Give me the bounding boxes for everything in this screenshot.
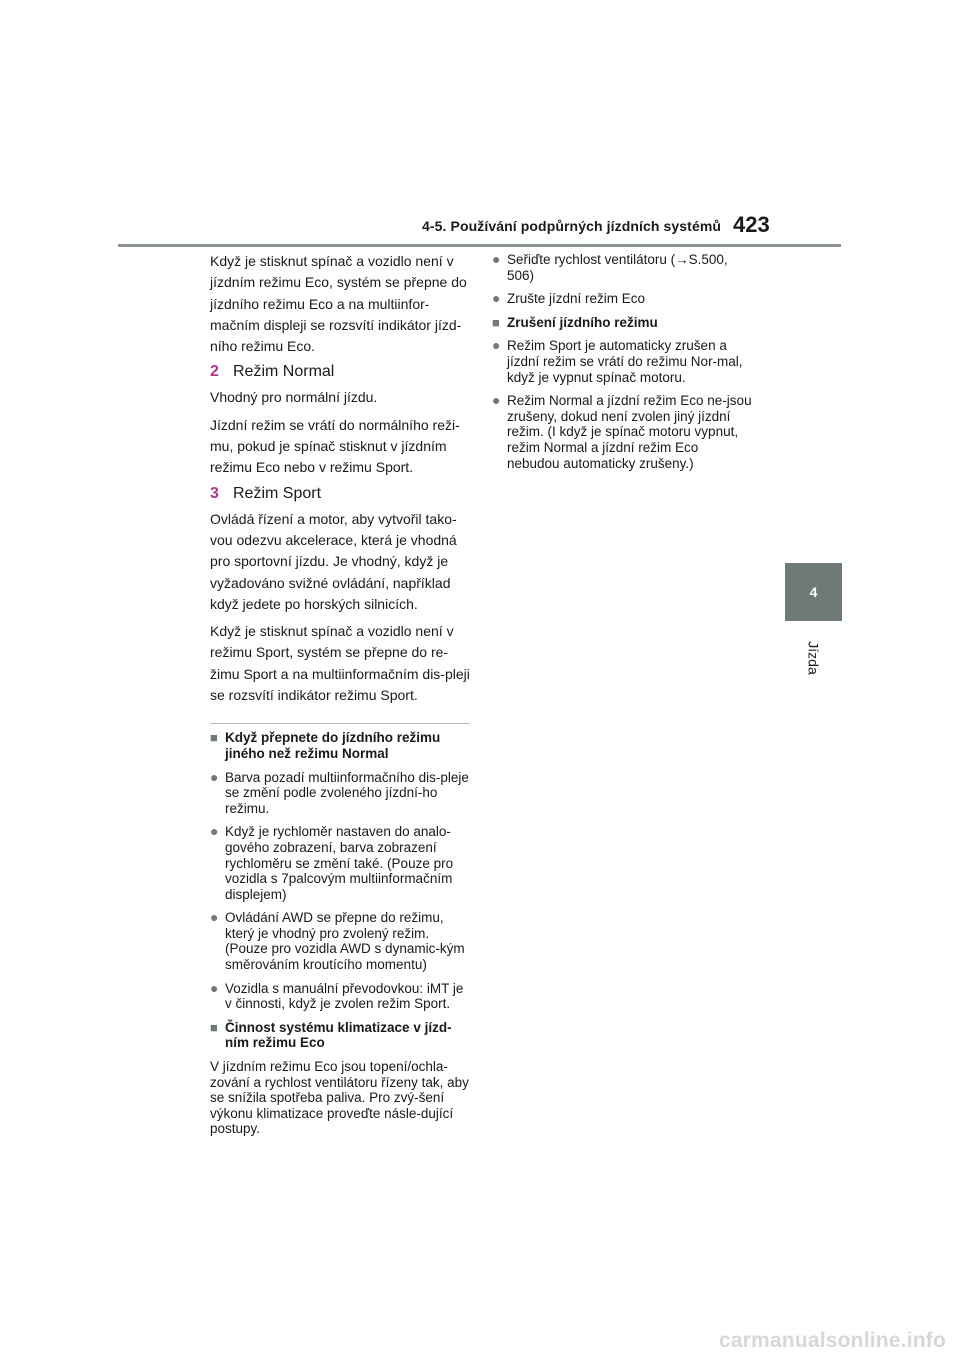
page-number: 423 — [733, 212, 770, 237]
note-heading — [210, 1020, 470, 1051]
chapter-label: Jízda — [805, 641, 822, 675]
item-title: Režim Sport — [233, 484, 322, 502]
item-2-heading — [210, 361, 470, 383]
chapter-tab[interactable]: 4 — [785, 563, 842, 621]
note-title: Zrušení jízdního režimu — [507, 314, 658, 330]
item-3-text-1: Ovládá řízení a motor, aby vytvořil tako-vou odezvu akcelerace, která je vhodná pro sportovní jízdu. Je vhodný, když je vyžadováno svižné ovládání, například když jedete po horských silnicích. — [210, 510, 457, 612]
circle-bullet-icon: ● — [210, 979, 219, 996]
square-bullet-icon: ■ — [210, 1019, 218, 1035]
note-title: Činnost systému klimatizace v jízd-ním režimu Eco — [225, 1019, 452, 1051]
list-item: ● Ovládání AWD se přepne do režimu, který je vhodný pro zvolený režim. (Pouze pro vozidla AWD s dynamic-kým směrováním kroutícího momentu) — [210, 909, 465, 973]
item-title: Režim Normal — [233, 363, 335, 381]
section-divider — [210, 723, 470, 724]
list-item: ● Režim Sport je automaticky zrušen a jízdní režim se vrátí do režimu Nor-mal, když je vypnut spínač motoru. — [492, 337, 743, 385]
list-item: ● Když je rychloměr nastaven do analo-gového zobrazení, barva zobrazení rychloměru se změní také. (Pouze pro vozidla s 7palcovým multiinformačním displejem) — [210, 823, 454, 902]
footer-watermark: carmanualsonline.info — [718, 1329, 946, 1352]
header-rule — [118, 244, 841, 247]
list-item: ● Seřiďte rychlost ventilátoru (→S.500, 506) — [492, 251, 728, 283]
header-section-title: 4-5. Používání podpůrných jízdních systémů — [422, 218, 722, 234]
right-column — [492, 252, 754, 479]
square-bullet-icon: ■ — [492, 314, 500, 330]
item-3-text-2: Když je stisknut spínač a vozidlo není v režimu Sport, systém se přepne do re-žimu Sport a na multiinformačním dis-pleji se rozsvítí indikátor režimu Sport. — [210, 623, 470, 704]
circle-bullet-icon: ● — [492, 251, 501, 267]
circle-bullet-icon: ● — [492, 392, 501, 409]
list-item: ● Režim Normal a jízdní režim Eco ne-jsou zrušeny, dokud není zvolen jiný jízdní režim. (I když je spínač motoru vypnut, režim Normal a jízdní režim Eco nebudou automaticky zrušeny.) — [492, 392, 752, 471]
circle-bullet-icon: ● — [210, 909, 219, 926]
item-number: 3 — [210, 484, 219, 502]
note-heading — [210, 730, 470, 761]
left-column — [210, 251, 470, 1137]
circle-bullet-icon: ● — [492, 290, 501, 307]
circle-bullet-icon: ● — [492, 337, 501, 354]
circle-bullet-icon: ● — [210, 768, 219, 785]
intro-paragraph: Když je stisknut spínač a vozidlo není v jízdním režimu Eco, systém se přepne do jízdního režimu Eco a na multiinfor-mačním displeji se rozsvítí indikátor jízd-ního režimu Eco. — [210, 253, 467, 355]
item-2-text-2: Jízdní režim se vrátí do normálního reži-mu, pokud je spínač stisknut v jízdním režimu Eco nebo v režimu Sport. — [210, 416, 460, 476]
list-item: ● Vozidla s manuální převodovkou: iMT je v činnosti, když je zvolen režim Sport. — [210, 979, 464, 1012]
note-title: Když přepnete do jízdního režimu jiného než režimu Normal — [225, 730, 441, 761]
item-2-text-1: Vhodný pro normální jízdu. — [210, 389, 378, 406]
square-bullet-icon: ■ — [210, 730, 218, 746]
item-3-heading — [210, 483, 470, 505]
item-number: 2 — [210, 363, 219, 381]
note-heading — [492, 315, 754, 331]
note-text: V jízdním režimu Eco jsou topení/ochla-zování a rychlost ventilátoru řízeny tak, aby se snížila spotřeba paliva. Pro zvý-šení výkonu klimatizace proveďte násle-dující postupy. — [210, 1059, 469, 1137]
list-item: ● Zrušte jízdní režim Eco — [492, 290, 646, 307]
circle-bullet-icon: ● — [210, 823, 219, 840]
list-item: ● Barva pozadí multiinformačního dis-pleje se změní podle zvoleného jízdní-ho režimu. — [210, 768, 469, 816]
